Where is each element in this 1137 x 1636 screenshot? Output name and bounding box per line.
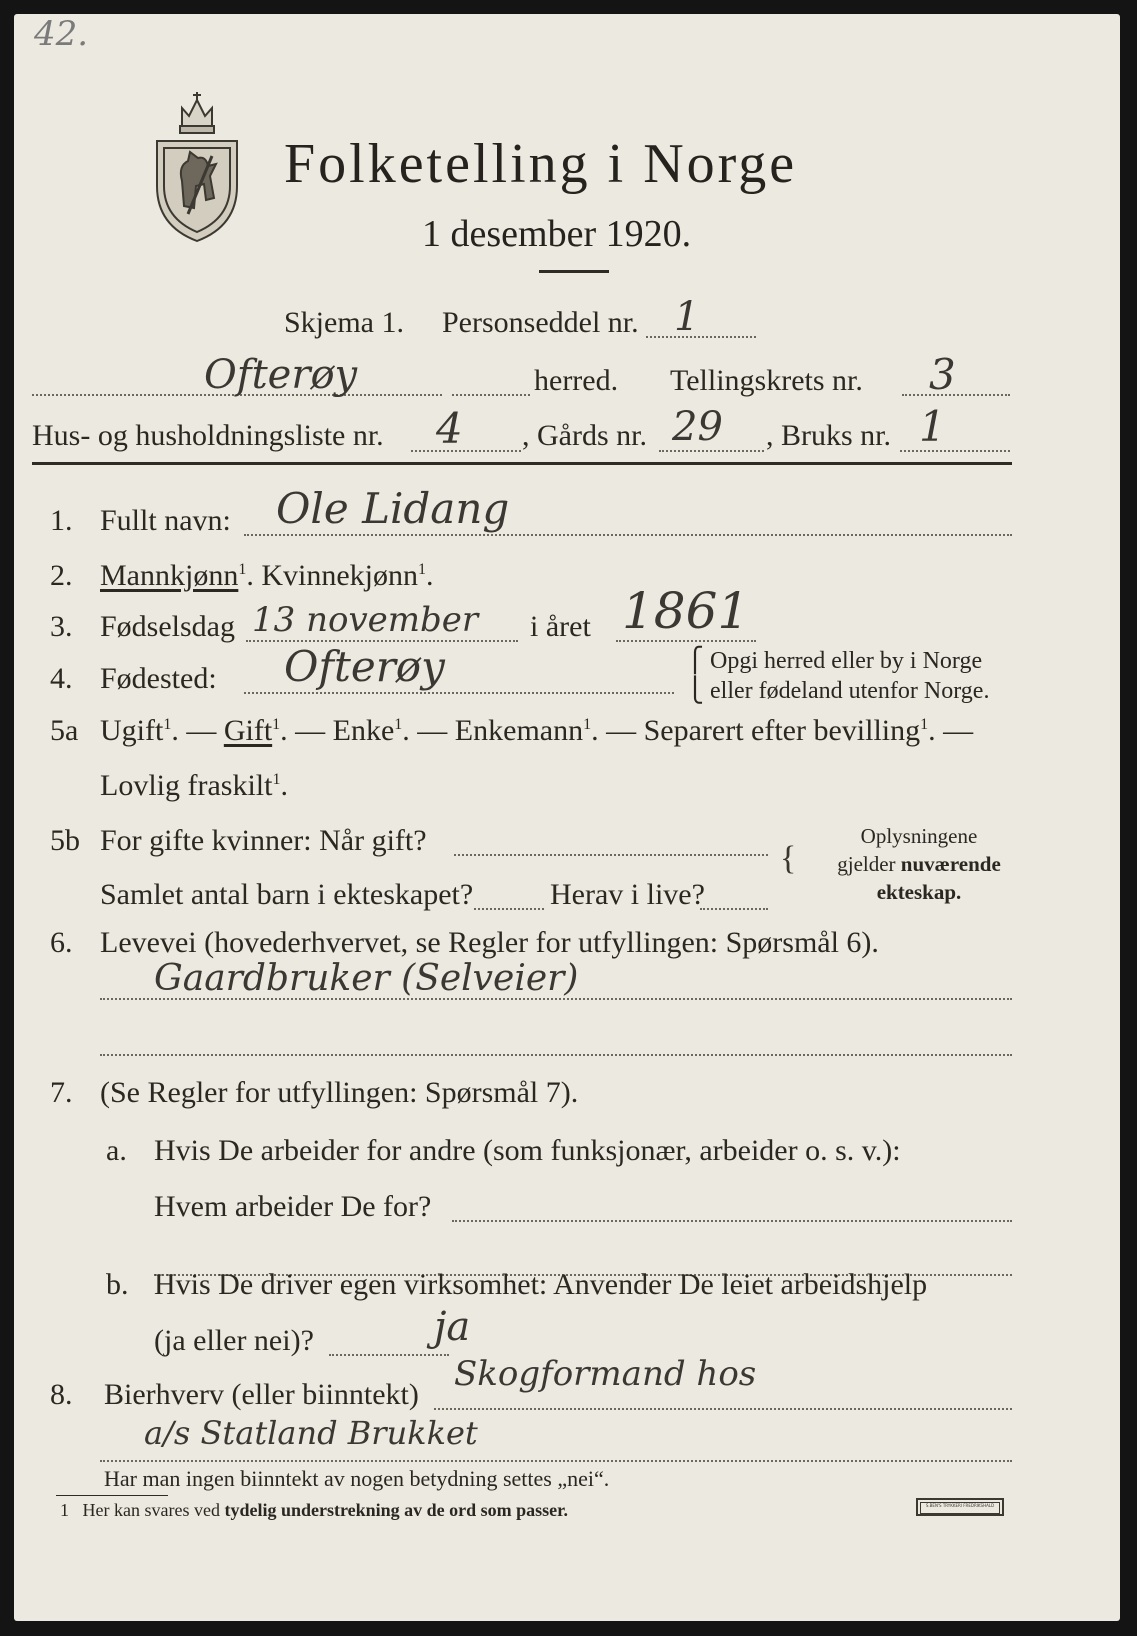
q4-note-line2: ⎩ eller fødeland utenfor Norge.	[686, 678, 990, 704]
q7b-text: Hvis De driver egen virksomhet: Anvender De leiet arbeidshjelp	[154, 1268, 928, 1301]
q5a-dash-3: . —	[402, 714, 448, 747]
biinntekt-note: Har man ingen biinntekt av nogen betydning settes „nei“.	[104, 1466, 610, 1491]
q5b-note	[814, 822, 1024, 906]
footnote	[60, 1500, 568, 1521]
q5a-gift-selected: Gift	[223, 714, 273, 747]
norway-coat-of-arms-icon	[152, 86, 242, 246]
bruks-label: , Bruks nr.	[766, 419, 892, 452]
bruks-line	[900, 450, 1010, 452]
husliste-value: 4	[436, 404, 463, 453]
tellingskrets-value: 3	[929, 350, 956, 399]
q7b-line	[329, 1354, 449, 1356]
q5b-brace: {	[780, 840, 797, 877]
printer-stamp-text: S.BEN'S TRYKKERI FREDRIKSHALD	[920, 1502, 1000, 1514]
q5b-label: For gifte kvinner: Når gift?	[100, 824, 427, 857]
q3-label: Fødselsdag	[100, 610, 235, 643]
q5a-dash-1: . —	[171, 714, 217, 747]
q3-value: 13 november	[252, 600, 479, 640]
herred-value: Ofterøy	[204, 352, 358, 398]
q5b-gift-line	[454, 854, 768, 856]
q1-label: Fullt navn:	[100, 504, 231, 537]
footnote-rule	[56, 1495, 168, 1496]
q5a-number: 5a	[50, 714, 79, 747]
gards-line	[659, 450, 764, 452]
q1-value: Ole Lidang	[276, 484, 510, 533]
q8-number: 8.	[50, 1378, 73, 1411]
husliste-label: Hus- og husholdningsliste nr.	[32, 419, 384, 452]
q7a-text: Hvis De arbeider for andre (som funksjonær, arbeider o. s. v.):	[154, 1134, 901, 1167]
q2-end: .	[425, 559, 434, 592]
q2-female-footnote-mark: 1	[417, 561, 426, 578]
q8-line-2	[100, 1460, 1012, 1462]
header-rule	[32, 462, 1012, 465]
q4-label: Fødested:	[100, 662, 217, 695]
q4-number: 4.	[50, 662, 73, 695]
q5b-barn-line	[474, 908, 544, 910]
q2-separator: .	[246, 559, 254, 592]
personseddel-value: 1	[674, 294, 700, 340]
tellingskrets-line	[902, 394, 1010, 396]
q6-label: Levevei (hovederhvervet, se Regler for utfyllingen: Spørsmål 6).	[100, 926, 879, 959]
q7b-question: (ja eller nei)?	[154, 1324, 314, 1357]
q5a-dash-5: . —	[928, 714, 974, 747]
q7-label: (Se Regler for utfyllingen: Spørsmål 7).	[100, 1076, 579, 1109]
q3-number: 3.	[50, 610, 73, 643]
q5a-enke-mark: 1	[394, 716, 403, 733]
gards-label: , Gårds nr.	[522, 419, 647, 452]
q4-value: Ofterøy	[284, 642, 445, 691]
q5a-separert: Separert efter bevilling	[643, 714, 921, 747]
q5a-enkemann: Enkemann	[454, 714, 584, 747]
herred-line-2	[452, 394, 530, 396]
q5a-separert-mark: 1	[920, 716, 929, 733]
q2-female-option: Kvinnekjønn	[261, 559, 418, 592]
q5b-ilive-line	[700, 908, 768, 910]
q1-number: 1.	[50, 504, 73, 537]
q7a-letter: a.	[106, 1134, 127, 1167]
herred-label: herred.	[534, 364, 619, 397]
footnote-text-a: Her kan svares ved	[82, 1500, 220, 1520]
q5b-note-line1: Oplysningene	[860, 824, 978, 848]
q7a-question: Hvem arbeider De for?	[154, 1190, 432, 1223]
document-title: Folketelling i Norge	[284, 133, 798, 195]
q5a-lovlig-text: Lovlig fraskilt	[100, 769, 273, 802]
q7a-line-1	[452, 1220, 1012, 1222]
q5a-lovlig	[100, 769, 288, 803]
q5b-ilive-label: Herav i live?	[550, 878, 705, 911]
q2-male-footnote-mark: 1	[238, 561, 247, 578]
q3-year-line	[616, 640, 756, 642]
q2-male-option: Mannkjønn	[100, 559, 239, 592]
q8-value-2: a/s Statland Brukket	[144, 1414, 478, 1452]
title-divider	[539, 270, 609, 273]
q5b-barn-label: Samlet antal barn i ekteskapet?	[100, 878, 474, 911]
q5b-note-line2: gjelder nuværende	[837, 852, 1001, 876]
q7-number: 7.	[50, 1076, 73, 1109]
q4-note	[686, 646, 989, 706]
q4-note-line1: ⎧ Opgi herred eller by i Norge	[686, 648, 983, 674]
q3-year-value: 1861	[622, 582, 750, 640]
footnote-text-b: tydelig understrekning av de ord som passer.	[224, 1500, 568, 1520]
q1-line	[244, 534, 1012, 536]
document-date: 1 desember 1920.	[422, 213, 692, 255]
q5a-ugift-mark: 1	[163, 716, 172, 733]
q6-line-2	[100, 1054, 1012, 1056]
q5b-number: 5b	[50, 824, 80, 857]
q5a-lovlig-end: .	[280, 769, 288, 802]
personseddel-label: Personseddel nr.	[442, 306, 639, 339]
printer-stamp	[916, 1498, 1004, 1516]
q5a-enke: Enke	[332, 714, 395, 747]
q5a-gift-mark: 1	[272, 716, 281, 733]
gards-value: 29	[672, 404, 723, 450]
corner-note: 42.	[34, 14, 89, 54]
q3-year-label: i året	[530, 610, 591, 643]
husliste-line	[411, 450, 521, 452]
skjema-label: Skjema 1.	[284, 306, 404, 339]
census-form-page	[14, 14, 1120, 1621]
q7b-letter: b.	[106, 1268, 129, 1301]
q6-number: 6.	[50, 926, 73, 959]
q5a-enkemann-mark: 1	[583, 716, 592, 733]
q5a-options	[100, 714, 973, 748]
q8-label: Bierhverv (eller biinntekt)	[104, 1378, 419, 1411]
q8-value-1: Skogformand hos	[454, 1354, 757, 1394]
q4-line	[244, 692, 674, 694]
tellingskrets-label: Tellingskrets nr.	[670, 364, 863, 397]
q5a-dash-4: . —	[591, 714, 637, 747]
bruks-value: 1	[919, 402, 946, 451]
q6-value: Gaardbruker (Selveier)	[154, 958, 579, 999]
q5a-ugift: Ugift	[100, 714, 164, 747]
q7b-value: ja	[434, 1304, 471, 1350]
q2-number: 2.	[50, 559, 73, 592]
q8-line-1	[434, 1408, 1012, 1410]
footnote-mark: 1	[60, 1500, 69, 1520]
q2-options	[100, 559, 433, 593]
q5a-dash-2: . —	[280, 714, 326, 747]
personseddel-line	[646, 336, 756, 338]
q5a-lovlig-mark: 1	[272, 771, 281, 788]
q5b-note-line3: ekteskap.	[876, 880, 962, 904]
